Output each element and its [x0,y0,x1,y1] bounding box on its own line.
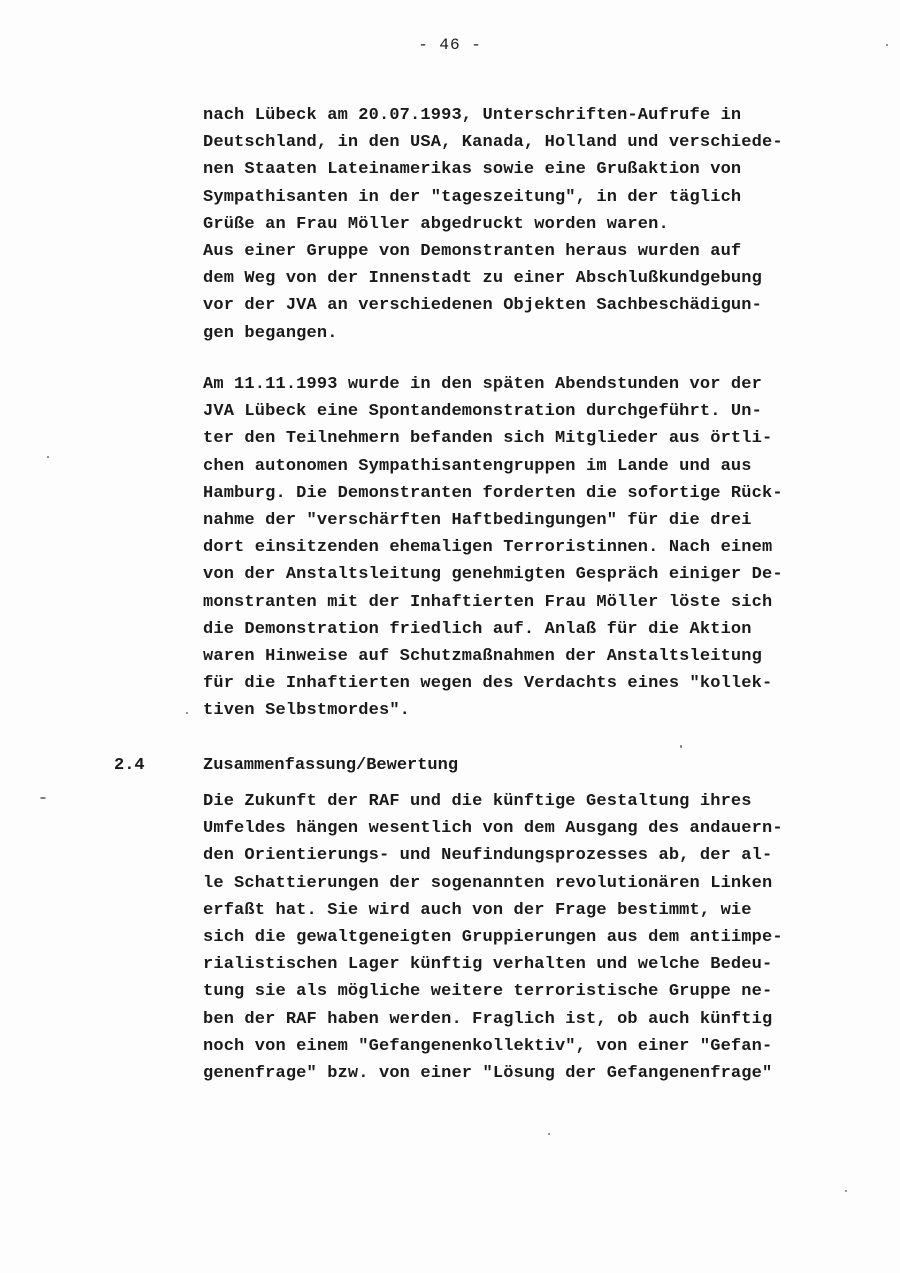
text-line: monstranten mit der Inhaftierten Frau Möller löste sich [203,592,773,612]
text-line: Grüße an Frau Möller abgedruckt worden waren. [203,214,669,234]
text-line: Sympathisanten in der "tageszeitung", in der täglich [203,187,742,207]
section-title: Zusammenfassung/Bewertung [203,756,459,775]
scan-speck [845,1190,847,1192]
text-line: Deutschland, in den USA, Kanada, Holland und verschiede- [203,133,783,153]
paragraph-2 [203,371,843,725]
paragraph-3 [203,788,843,1087]
text-line: Aus einer Gruppe von Demonstranten heraus wurden auf [203,242,742,262]
text-line: Am 11.11.1993 wurde in den späten Abendstunden vor der [203,375,762,394]
text-line: tiven Selbstmordes". [203,701,411,721]
text-line: genenfrage" bzw. von einer "Lösung der Gefangenenfrage" [203,1064,773,1084]
scan-speck [40,797,46,799]
page-number: - 46 - [418,36,482,54]
scan-speck [548,1133,550,1135]
text-line: ben der RAF haben werden. Fraglich ist, ob auch künftig [203,1009,773,1029]
text-line: gen begangen. [203,323,338,343]
text-line: waren Hinweise auf Schutzmaßnahmen der Anstaltsleitung [203,647,762,667]
text-line: Die Zukunft der RAF und die künftige Gestaltung ihres [203,792,752,811]
text-line: die Demonstration friedlich auf. Anlaß für die Aktion [203,619,752,639]
text-line: von der Anstaltsleitung genehmigten Gespräch einiger De- [203,565,783,585]
scan-speck [47,456,49,458]
text-line: Hamburg. Die Demonstranten forderten die sofortige Rück- [203,483,783,503]
text-line: sich die gewaltgeneigten Gruppierungen aus dem antiimpe- [203,928,783,948]
text-line: nen Staaten Lateinamerikas sowie eine Grußaktion von [203,160,742,180]
text-line: Umfeldes hängen wesentlich von dem Ausgang des andauern- [203,819,783,839]
text-line: nahme der "verschärften Haftbedingungen" für die drei [203,511,752,531]
paragraph-1 [203,102,843,347]
text-line: den Orientierungs- und Neufindungsprozesses ab, der al- [203,846,773,866]
scan-speck [680,745,682,748]
text-line: chen autonomen Sympathisantengruppen im Lande und aus [203,456,752,476]
text-line: JVA Lübeck eine Spontandemonstration durchgeführt. Un- [203,402,762,422]
text-line: ter den Teilnehmern befanden sich Mitglieder aus örtli- [203,429,773,449]
text-line: dem Weg von der Innenstadt zu einer Abschlußkundgebung [203,269,762,289]
scan-speck [886,44,888,46]
scan-speck [186,712,188,714]
text-line: für die Inhaftierten wegen des Verdachts eines "kollek- [203,674,773,694]
text-line: erfaßt hat. Sie wird auch von der Frage bestimmt, wie [203,900,752,920]
text-line: noch von einem "Gefangenenkollektiv", von einer "Gefan- [203,1036,773,1056]
text-line: vor der JVA an verschiedenen Objekten Sachbeschädigun- [203,296,762,316]
text-line: le Schattierungen der sogenannten revolutionären Linken [203,873,773,893]
section-number: 2.4 [114,756,145,775]
text-line: nach Lübeck am 20.07.1993, Unterschriften-Aufrufe in [203,106,742,125]
text-line: rialistischen Lager künftig verhalten und welche Bedeu- [203,955,773,975]
text-line: dort einsitzenden ehemaligen Terroristinnen. Nach einem [203,538,773,558]
text-line: tung sie als mögliche weitere terroristische Gruppe ne- [203,982,773,1002]
